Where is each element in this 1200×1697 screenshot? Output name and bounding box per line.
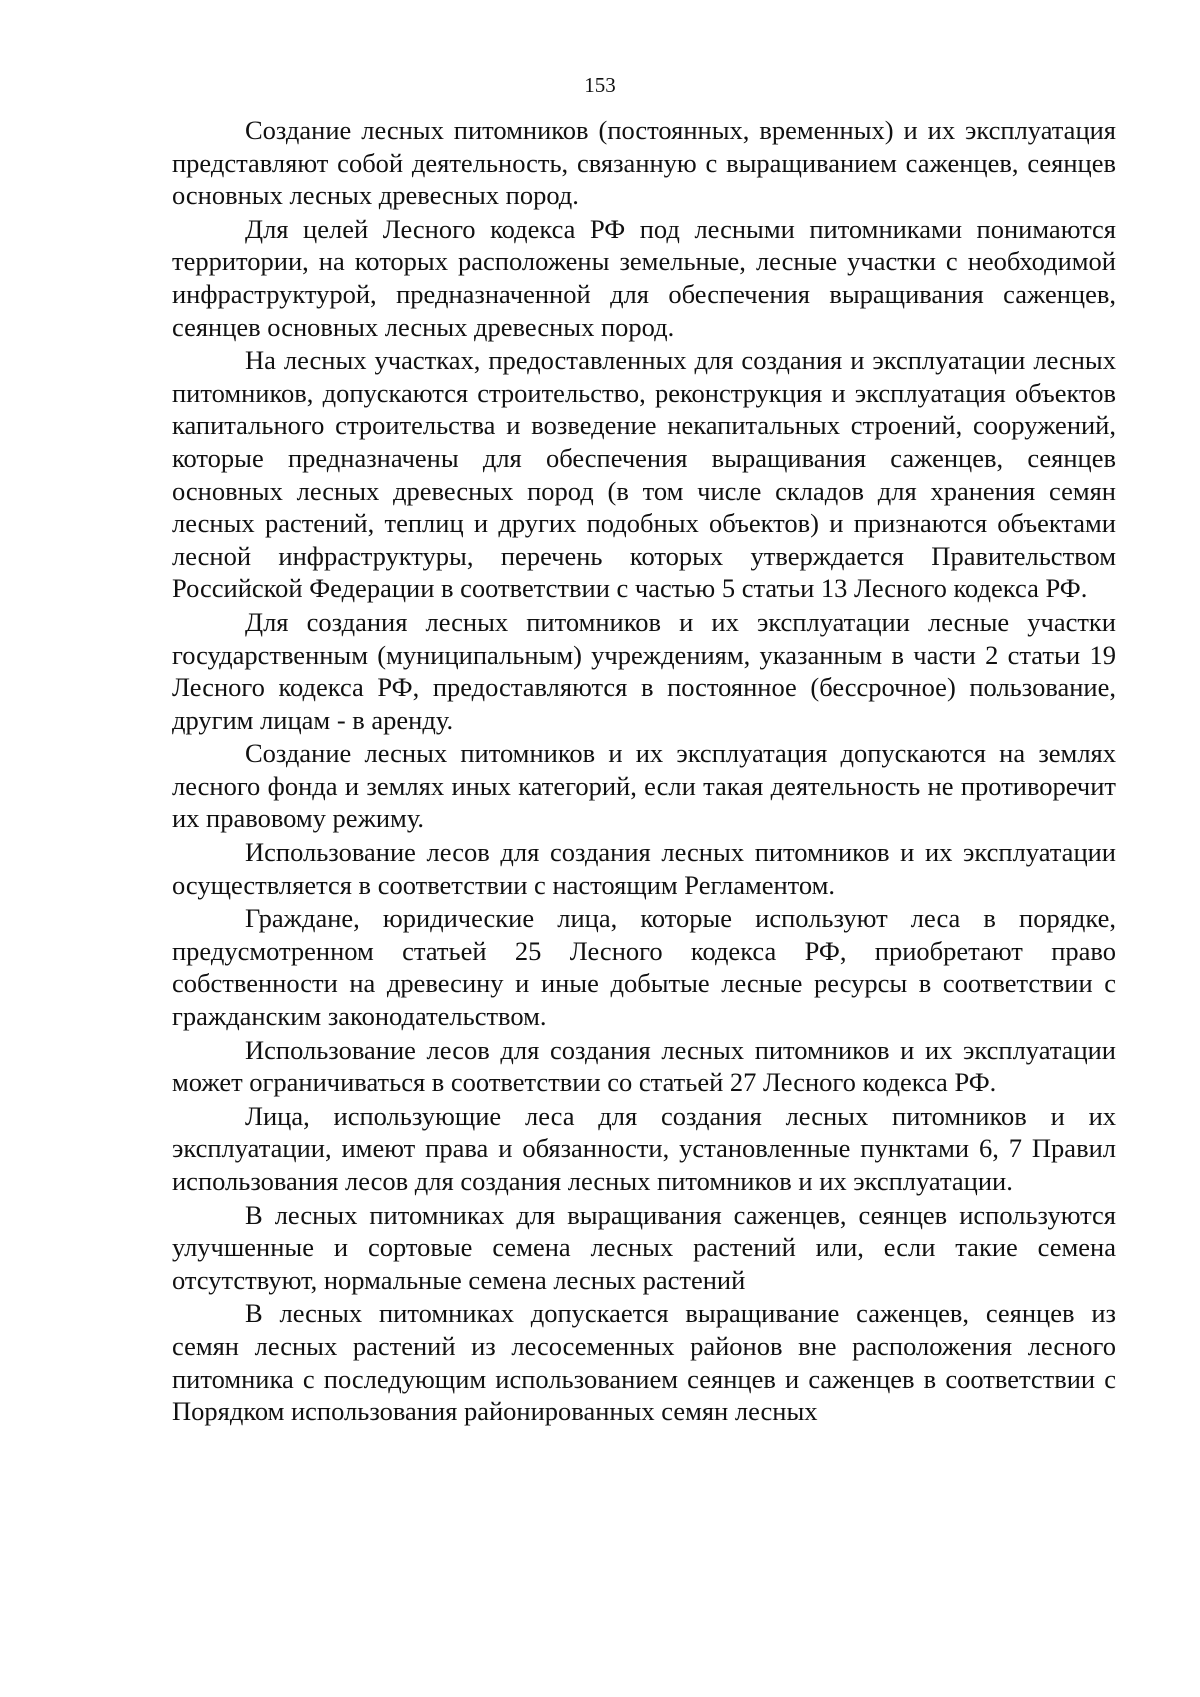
paragraph: В лесных питомниках для выращивания саженцев, сеянцев используются улучшенные и сортовые семена лесных растений или, если такие семена отсутствуют, нормальные семена лесных растений (172, 1199, 1116, 1295)
paragraph: Для целей Лесного кодекса РФ под лесными питомниками понимаются территории, на которых расположены земельные, лесные участки с необходимой инфраструктурой, предназначенной для обеспечения выращивания саженцев, сеянцев основных лесных древесных пород. (172, 213, 1116, 342)
body-text (172, 114, 1116, 1429)
paragraph: Использование лесов для создания лесных питомников и их эксплуатации может ограничиваться в соответствии со статьей 27 Лесного кодекса РФ. (172, 1034, 1116, 1098)
page-number: 153 (584, 73, 616, 97)
paragraph: Создание лесных питомников и их эксплуатация допускаются на землях лесного фонда и землях иных категорий, если такая деятельность не противоречит их правовому режиму. (172, 738, 1116, 834)
paragraph: Для создания лесных питомников и их эксплуатации лесные участки государственным (муниципальным) учреждениям, указанным в части 2 статьи 19 Лесного кодекса РФ, предоставляются в постоянное (бессрочное) пользование, другим лицам - в аренду. (172, 606, 1116, 735)
paragraph: В лесных питомниках допускается выращивание саженцев, сеянцев из семян лесных растений из лесосеменных районов вне расположения лесного питомника с последующим использованием сеянцев и саженцев в соответствии с Порядком использования районированных семян лесных (172, 1298, 1116, 1427)
paragraph: Граждане, юридические лица, которые используют леса в порядке, предусмотренном статьей 25 Лесного кодекса РФ, приобретают право собственности на древесину и иные добытые лесные ресурсы в соответствии с гражданским законодательством. (172, 903, 1116, 1032)
paragraph: Лица, использующие леса для создания лесных питомников и их эксплуатации, имеют права и обязанности, установленные пунктами 6, 7 Правил использования лесов для создания лесных питомников и их эксплуатации. (172, 1100, 1116, 1196)
paragraph: Создание лесных питомников (постоянных, временных) и их эксплуатация представляют собой деятельность, связанную с выращиванием саженцев, сеянцев основных лесных древесных пород. (172, 115, 1116, 211)
paragraph: На лесных участках, предоставленных для создания и эксплуатации лесных питомников, допускаются строительство, реконструкция и эксплуатация объектов капитального строительства и возведение некапитальных строений, сооружений, которые предназначены для обеспечения выращивания саженцев, сеянцев основных лесных древесных пород (в том числе складов для хранения семян лесных растений, теплиц и других подобных объектов) и признаются объектами лесной инфраструктуры, перечень которых утверждается Правительством Российской Федерации в соответствии с частью 5 статьи 13 Лесного кодекса РФ. (172, 345, 1116, 604)
paragraph: Использование лесов для создания лесных питомников и их эксплуатации осуществляется в соответствии с настоящим Регламентом. (172, 837, 1116, 900)
